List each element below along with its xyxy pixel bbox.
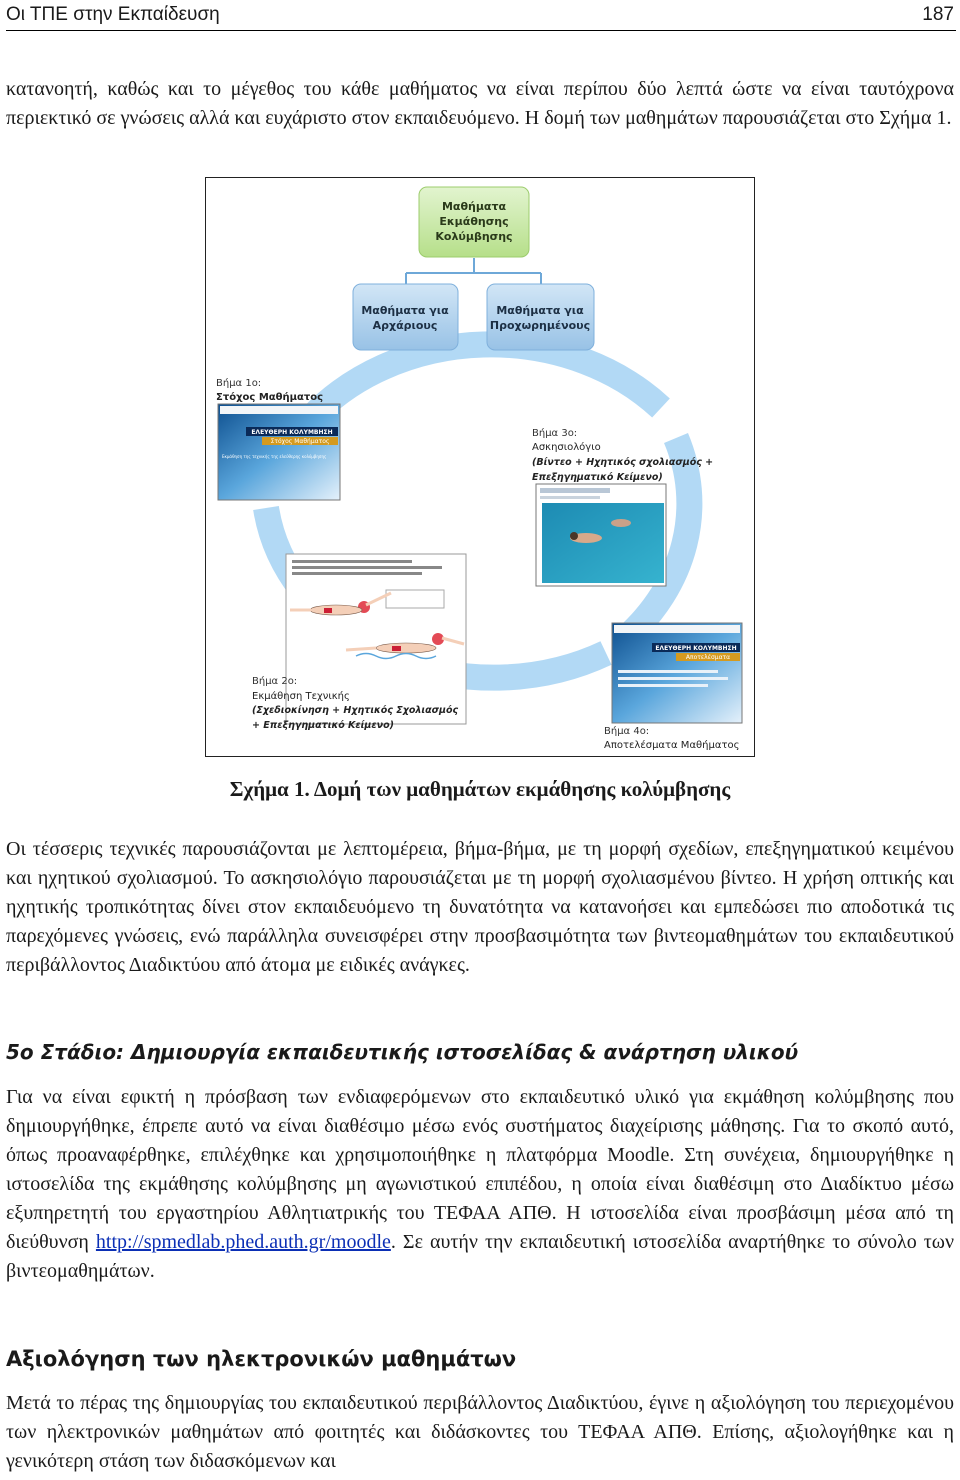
section-heading-evaluation: Αξιολόγηση των ηλεκτρονικών μαθημάτων <box>6 1347 517 1371</box>
step2-line-2: (Σχεδιοκίνηση + Ηχητικός Σχολιασμός <box>252 705 459 716</box>
section-heading-stage5: 5ο Στάδιο: Δημιουργία εκπαιδευτικής ιστοσελίδας & ανάρτηση υλικού <box>6 1040 799 1064</box>
step2-title: Βήμα 2ο: <box>252 676 298 687</box>
step2-line-3: + Επεξηγηματικό Κείμενο) <box>252 720 395 731</box>
step3-line-1: Ασκησιολόγιο <box>532 442 601 453</box>
page-number: 187 <box>922 4 954 25</box>
step4-screenshot <box>612 623 742 723</box>
paragraph-website-text: Για να είναι εφικτή η πρόσβαση των ενδιαφερόμενων στο εκπαιδευτικό υλικό για εκμάθηση κολύμβησης που δημιουργήθηκε, έπρεπε αυτό να είναι διαθέσιμο μέσω ενός συστήματος διαχείρισης μάθησης. Για το σκοπό αυτό, όπως προαναφέρθηκε, επιλέχθηκε και χρησιμοποιήθηκε η πλατφόρμα Moodle. Στη συνέχεια, δημιουργήθηκε η ιστοσελίδα της εκμάθησης κολύμβησης μη αγωνιστικού επιπέδου, η οποία είναι διαθέσιμη στο Διαδίκτυο μέσω εξυπηρετητή του εργαστηρίου Αθλητιατρικής του ΤΕΦΑΑ ΑΠΘ. Η ιστοσελίδα είναι προσβάσιμη μέσα από τη διεύθυνση <box>6 1086 954 1253</box>
figure-1 <box>205 177 755 757</box>
step4-subtitle: Αποτελέσματα Μαθήματος <box>604 740 740 751</box>
step1-subtitle: Στόχος Μαθήματος <box>216 392 324 403</box>
figure-diagram <box>206 178 754 756</box>
box-beginners <box>353 284 458 350</box>
paragraph-website <box>6 1083 954 1286</box>
beginners-line-1: Μαθήματα για <box>361 304 449 317</box>
step3-line-2: (Βίντεο + Ηχητικός σχολιασμός + <box>532 457 714 468</box>
box-swimming-lessons <box>419 187 529 257</box>
step2-line-1: Εκμάθηση Τεχνικής <box>252 691 350 702</box>
beginners-line-2: Αρχάριους <box>372 319 438 332</box>
step3-line-3: Επεξηγηματικό Κείμενο) <box>532 472 663 483</box>
step4-title: Βήμα 4ο: <box>604 726 650 737</box>
step3-video-screenshot <box>536 484 666 586</box>
advanced-line-1: Μαθήματα για <box>496 304 584 317</box>
step4-screen-banner: ΕΛΕΥΘΕΡΗ ΚΟΛΥΜΒΗΣΗ <box>655 645 737 652</box>
step4-screen-banner-sub: Αποτελέσματα <box>685 654 731 661</box>
intro-paragraph: κατανοητή, καθώς και το μέγεθος του κάθε μαθήματος να είναι περίπου δύο λεπτά ώστε να είναι ταυτόχρονα περιεκτικό σε γνώσεις αλλά και ευχάριστο στον εκπαιδευόμενο. Η δομή των μαθημάτων παρουσιάζεται στο Σχήμα 1. <box>6 78 954 129</box>
top-box-line-2: Εκμάθησης <box>439 215 509 228</box>
step1-screen-body: Εκμάθηση της τεχνικής της ελεύθερης κολύμβησης <box>222 454 327 459</box>
running-header <box>6 2 956 31</box>
step1-screen-banner-sub: Στόχος Μαθήματος <box>270 438 330 445</box>
header-title: Οι ΤΠΕ στην Εκπαίδευση <box>6 4 220 25</box>
paragraph-website-tail: . Σε αυτήν την εκπαιδευτική ιστοσελίδα αναρτήθηκε το σύνολο των βιντεομαθημάτων. <box>6 1231 954 1282</box>
box-advanced <box>487 284 594 350</box>
moodle-link[interactable]: http://spmedlab.phed.auth.gr/moodle <box>95 1231 391 1253</box>
figure-caption: Σχήμα 1. Δομή των μαθημάτων εκμάθησης κολύμβησης <box>229 777 731 801</box>
step3-title: Βήμα 3ο: <box>532 428 578 439</box>
top-box-line-1: Μαθήματα <box>441 200 507 213</box>
paragraph-techniques: Οι τέσσερις τεχνικές παρουσιάζονται με λεπτομέρεια, βήμα-βήμα, με τη μορφή σχεδίων, επεξηγηματικού κειμένου και ηχητικού σχολιασμού. Το ασκησιολόγιο παρουσιάζεται με τη μορφή σχολιασμένου βίντεο. Η χρήση οπτικής και ηχητικής τροπικότητας δίνει στον εκπαιδευόμενο τη δυνατότητα να κατανοήσει και εμπεδώσει πιο αποδοτικά τις παρεχόμενες γνώσεις, ενώ παράλληλα συνεισφέρει στην προσβασιμότητα των βιντεομαθημάτων του εκπαιδευτικού περιβάλλοντος Διαδικτύου από άτομα με ειδικές ανάγκες. <box>6 838 954 976</box>
advanced-line-2: Προχωρημένους <box>489 319 591 332</box>
paragraph-evaluation: Μετά το πέρας της δημιουργίας του εκπαιδευτικού περιβάλλοντος Διαδικτύου, έγινε η αξιολόγηση του περιεχομένου των ηλεκτρονικών μαθημάτων από φοιτητές και διδάσκοντες του ΤΕΦΑΑ ΑΠΘ. Επίσης, αξιολογήθηκε και η γενικότερη στάση των διδασκόμενων και <box>6 1392 954 1472</box>
step1-screenshot <box>218 404 340 500</box>
top-box-line-3: Κολύμβησης <box>435 230 513 243</box>
step1-title: Βήμα 1ο: <box>216 378 262 389</box>
step1-screen-banner: ΕΛΕΥΘΕΡΗ ΚΟΛΥΜΒΗΣΗ <box>251 429 333 436</box>
